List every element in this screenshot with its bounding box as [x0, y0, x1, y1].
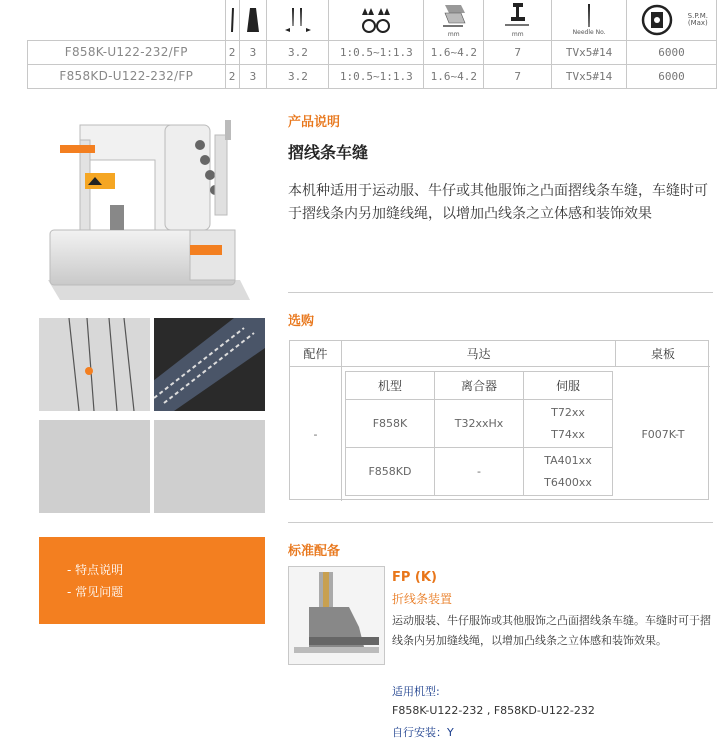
spec-lift: 7 [484, 40, 552, 64]
header-motor: 马达 [342, 341, 616, 367]
row1-servo-2: T74xx [551, 427, 585, 441]
spec-model: F858K-U122-232/FP [28, 40, 226, 64]
sub-header-clutch: 离合器 [435, 372, 524, 400]
row2-servo-2: T6400xx [544, 475, 592, 489]
row1-servo [524, 400, 612, 448]
needle-type-icon [552, 0, 627, 40]
needle-gauge-icon [267, 0, 329, 40]
spec-needles: 2 [225, 64, 239, 88]
speed-icon [627, 0, 717, 40]
spec-lift: 7 [484, 64, 552, 88]
needle-count-icon [225, 0, 239, 40]
spec-needles: 2 [225, 40, 239, 64]
buy-section-title: 选购 [288, 314, 315, 329]
row1-clutch: T32xxHx [435, 400, 524, 448]
spec-speed: 6000 [627, 64, 717, 88]
presser-lift-icon [484, 0, 552, 40]
header-parts: 配件 [290, 341, 342, 367]
stitch-length-icon [424, 0, 484, 40]
header-table: 桌板 [616, 341, 710, 367]
spec-threads: 3 [239, 40, 267, 64]
link-features[interactable]: - 特点说明 [67, 563, 124, 577]
row2-clutch: - [435, 448, 524, 495]
product-name: 摺线条车缝 [288, 143, 369, 162]
divider [288, 522, 713, 523]
accessory-image [288, 566, 385, 665]
spec-icon-row [28, 0, 717, 40]
accessory-description: 运动服装、牛仔服饰或其他服饰之凸面摺线条车缝。车缝时可于摺线条内另加缝线绳，以增加凸线条之立体感和装饰效果。 [392, 614, 711, 647]
side-link-panel [39, 537, 265, 624]
stitch-length-unit: mm [447, 31, 460, 39]
spec-row-2 [28, 64, 717, 88]
thumb-placeholder[interactable] [154, 420, 265, 513]
product-section-title: 产品说明 [288, 115, 341, 130]
self-install-value: Y [447, 726, 454, 739]
spec-gauge: 3.2 [267, 40, 329, 64]
row2-model: F858KD [346, 448, 435, 495]
sub-header-model: 机型 [346, 372, 435, 400]
table-value: F007K-T [641, 427, 685, 441]
applicable-models: F858K-U122-232 , F858KD-U122-232 [392, 704, 595, 717]
parts-value: - [290, 367, 342, 501]
motor-subtable [345, 371, 613, 496]
differential-feed-icon [329, 0, 424, 40]
sewing-machine-image [40, 105, 266, 305]
spec-model: F858KD-U122-232/FP [28, 64, 226, 88]
spec-threads: 3 [239, 64, 267, 88]
spec-stitch: 1.6~4.2 [424, 64, 484, 88]
spec-stitch: 1.6~4.2 [424, 40, 484, 64]
standard-section-title: 标准配备 [288, 544, 341, 559]
spec-speed: 6000 [627, 40, 717, 64]
thumb-denim-detail[interactable] [154, 318, 265, 411]
sub-header-servo: 伺服 [524, 372, 612, 400]
accessory-code: FP (K) [392, 570, 437, 585]
spec-gauge: 3.2 [267, 64, 329, 88]
accessory-name: 折线条装置 [392, 592, 453, 606]
spec-needle: TVx5#14 [552, 40, 627, 64]
needle-no-label: Needle No. [572, 29, 606, 37]
spec-table [27, 0, 717, 89]
divider [288, 292, 713, 293]
applicable-models-label: 适用机型: [392, 685, 440, 698]
row2-servo [524, 448, 612, 495]
spm-max-label: (Max) [687, 18, 708, 27]
row1-servo-1: T72xx [551, 405, 585, 419]
thread-count-icon [239, 0, 267, 40]
spec-ratio: 1:0.5~1:1.3 [329, 40, 424, 64]
spec-ratio: 1:0.5~1:1.3 [329, 64, 424, 88]
product-description: 本机种适用于运动服、牛仔或其他服饰之凸面摺线条车缝，车缝时可于摺线条内另加缝线绳，以增加凸线条之立体感和装饰效果 [288, 183, 708, 222]
spec-row-1 [28, 40, 717, 64]
thumb-placeholder[interactable] [39, 420, 150, 513]
row1-model: F858K [346, 400, 435, 448]
presser-lift-unit: mm [511, 31, 524, 39]
spec-needle: TVx5#14 [552, 64, 627, 88]
link-faq[interactable]: - 常见问题 [67, 585, 124, 599]
spm-label: S.P.M. [687, 11, 708, 20]
self-install-label: 自行安装： [392, 726, 447, 739]
options-table [289, 340, 709, 500]
thumb-pants-sketch[interactable] [39, 318, 150, 411]
row2-servo-1: TA401xx [544, 453, 592, 467]
